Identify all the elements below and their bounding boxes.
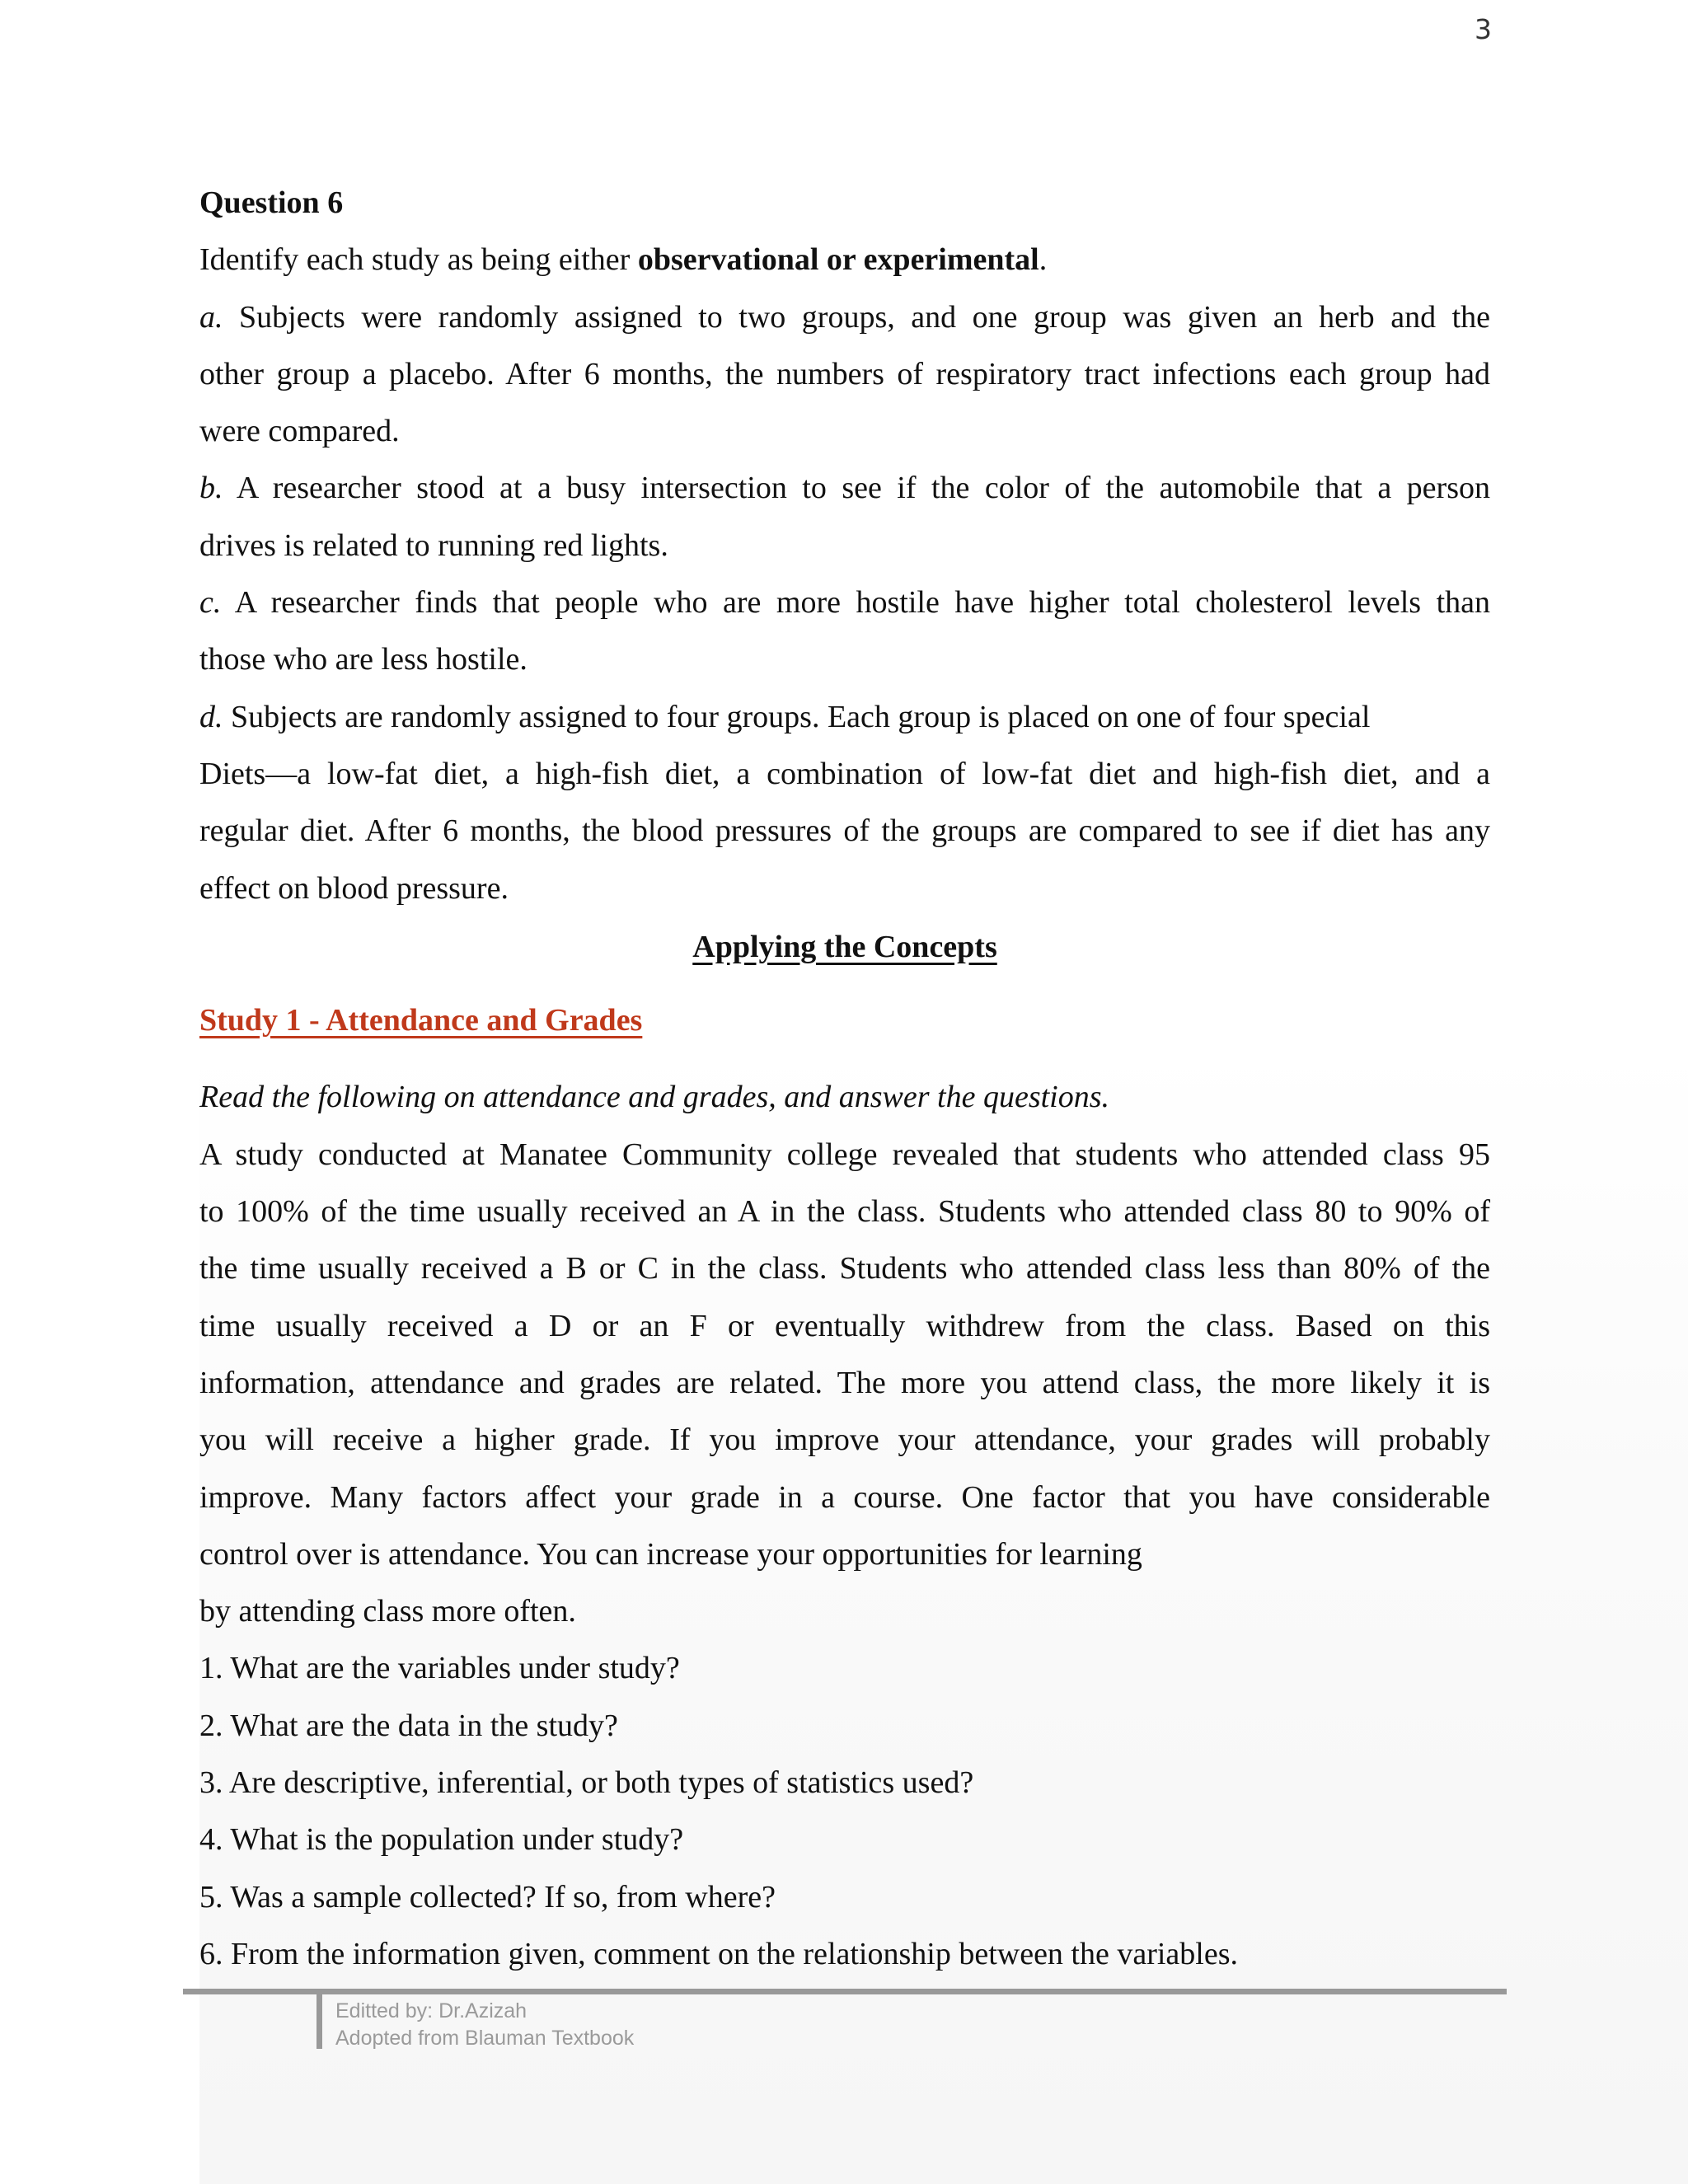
study-intro: Read the following on attendance and grades, and answer the questions. [199, 1080, 1110, 1115]
item-d-line-2: Diets—a low-fat diet, a high-fish diet, a combination of low-fat diet and high-fish diet, and a [199, 756, 1490, 791]
item-c-line-1 [199, 574, 1490, 631]
study-question-2: 2. What are the data in the study? [199, 1708, 618, 1743]
study-title-text: Study 1 - Attendance and Grades [199, 1003, 643, 1038]
page-number: 3 [1475, 13, 1492, 45]
item-c-text-1: A researcher finds that people who are more hostile have higher total cholesterol levels than [234, 585, 1490, 621]
item-b-text-1: A researcher stood at a busy intersection to see if the color of the automobile that a person [236, 471, 1490, 506]
footer-divider [183, 1989, 1507, 1994]
footer-editor: Editted by: Dr.Azizah [335, 1999, 528, 2022]
footer-accent-bar [316, 1994, 322, 2049]
item-a-line-2: other group a placebo. After 6 months, the numbers of respiratory tract infections each group had [199, 356, 1490, 391]
study-paragraph-line-6: you will receive a higher grade. If you improve your attendance, your grades will probably [199, 1422, 1490, 1458]
study-paragraph-line-8: control over is attendance. You can increase your opportunities for learning [199, 1536, 1142, 1572]
item-d-line-4: effect on blood pressure. [199, 870, 509, 906]
question-instruction [199, 232, 1490, 288]
study-question-1: 1. What are the variables under study? [199, 1651, 680, 1686]
question-title: Question 6 [199, 185, 344, 220]
item-d-line-1 [199, 689, 1490, 746]
study-paragraph-line-7: improve. Many factors affect your grade in a course. One factor that you have considerable [199, 1479, 1490, 1515]
item-a-line-3: were compared. [199, 414, 400, 449]
study-question-5: 5. Was a sample collected? If so, from where? [199, 1879, 776, 1915]
study-paragraph-line-9: by attending class more often. [199, 1594, 576, 1629]
study-paragraph-line-3: the time usually received a B or C in the class. Students who attended class less than 80% of the [199, 1251, 1490, 1286]
page-content [199, 175, 1490, 1983]
footer-source: Adopted from Blauman Textbook [335, 2027, 635, 2050]
instruction-prefix: Identify each study as being either [199, 242, 638, 278]
item-b-line-2: drives is related to running red lights. [199, 527, 668, 563]
study-paragraph-line-1: A study conducted at Manatee Community college revealed that students who attended class 95 [199, 1137, 1490, 1172]
study-title [199, 992, 1490, 1049]
study-paragraph-line-4: time usually received a D or an F or eventually withdrew from the class. Based on this [199, 1308, 1490, 1343]
instruction-emphasis: observational or experimental [637, 242, 1039, 278]
item-d-letter: d. [199, 699, 223, 734]
footer [335, 1998, 634, 2052]
study-question-4: 4. What is the population under study? [199, 1822, 684, 1858]
item-d-line-3: regular diet. After 6 months, the blood pressures of the groups are compared to see if diet has any [199, 813, 1490, 849]
instruction-suffix: . [1039, 242, 1048, 278]
item-b-line-1 [199, 460, 1490, 517]
item-a-text-1: Subjects were randomly assigned to two groups, and one group was given an herb and the [239, 299, 1491, 335]
item-b-letter: b. [199, 471, 223, 506]
study-question-3: 3. Are descriptive, inferential, or both types of statistics used? [199, 1765, 974, 1801]
study-paragraph-line-2: to 100% of the time usually received an A in the class. Students who attended class 80 to 90% of [199, 1194, 1490, 1230]
item-c-letter: c. [199, 585, 222, 621]
item-c-line-2: those who are less hostile. [199, 642, 528, 677]
item-d-text-1: Subjects are randomly assigned to four groups. Each group is placed on one of four special [231, 699, 1371, 734]
item-a-letter: a. [199, 299, 223, 335]
section-heading: Applying the Concepts [692, 929, 997, 964]
study-paragraph-line-5: information, attendance and grades are related. The more you attend class, the more likely it is [199, 1365, 1490, 1400]
study-question-6: 6. From the information given, comment on the relationship between the variables. [199, 1936, 1239, 1971]
item-a-line-1 [199, 289, 1490, 346]
